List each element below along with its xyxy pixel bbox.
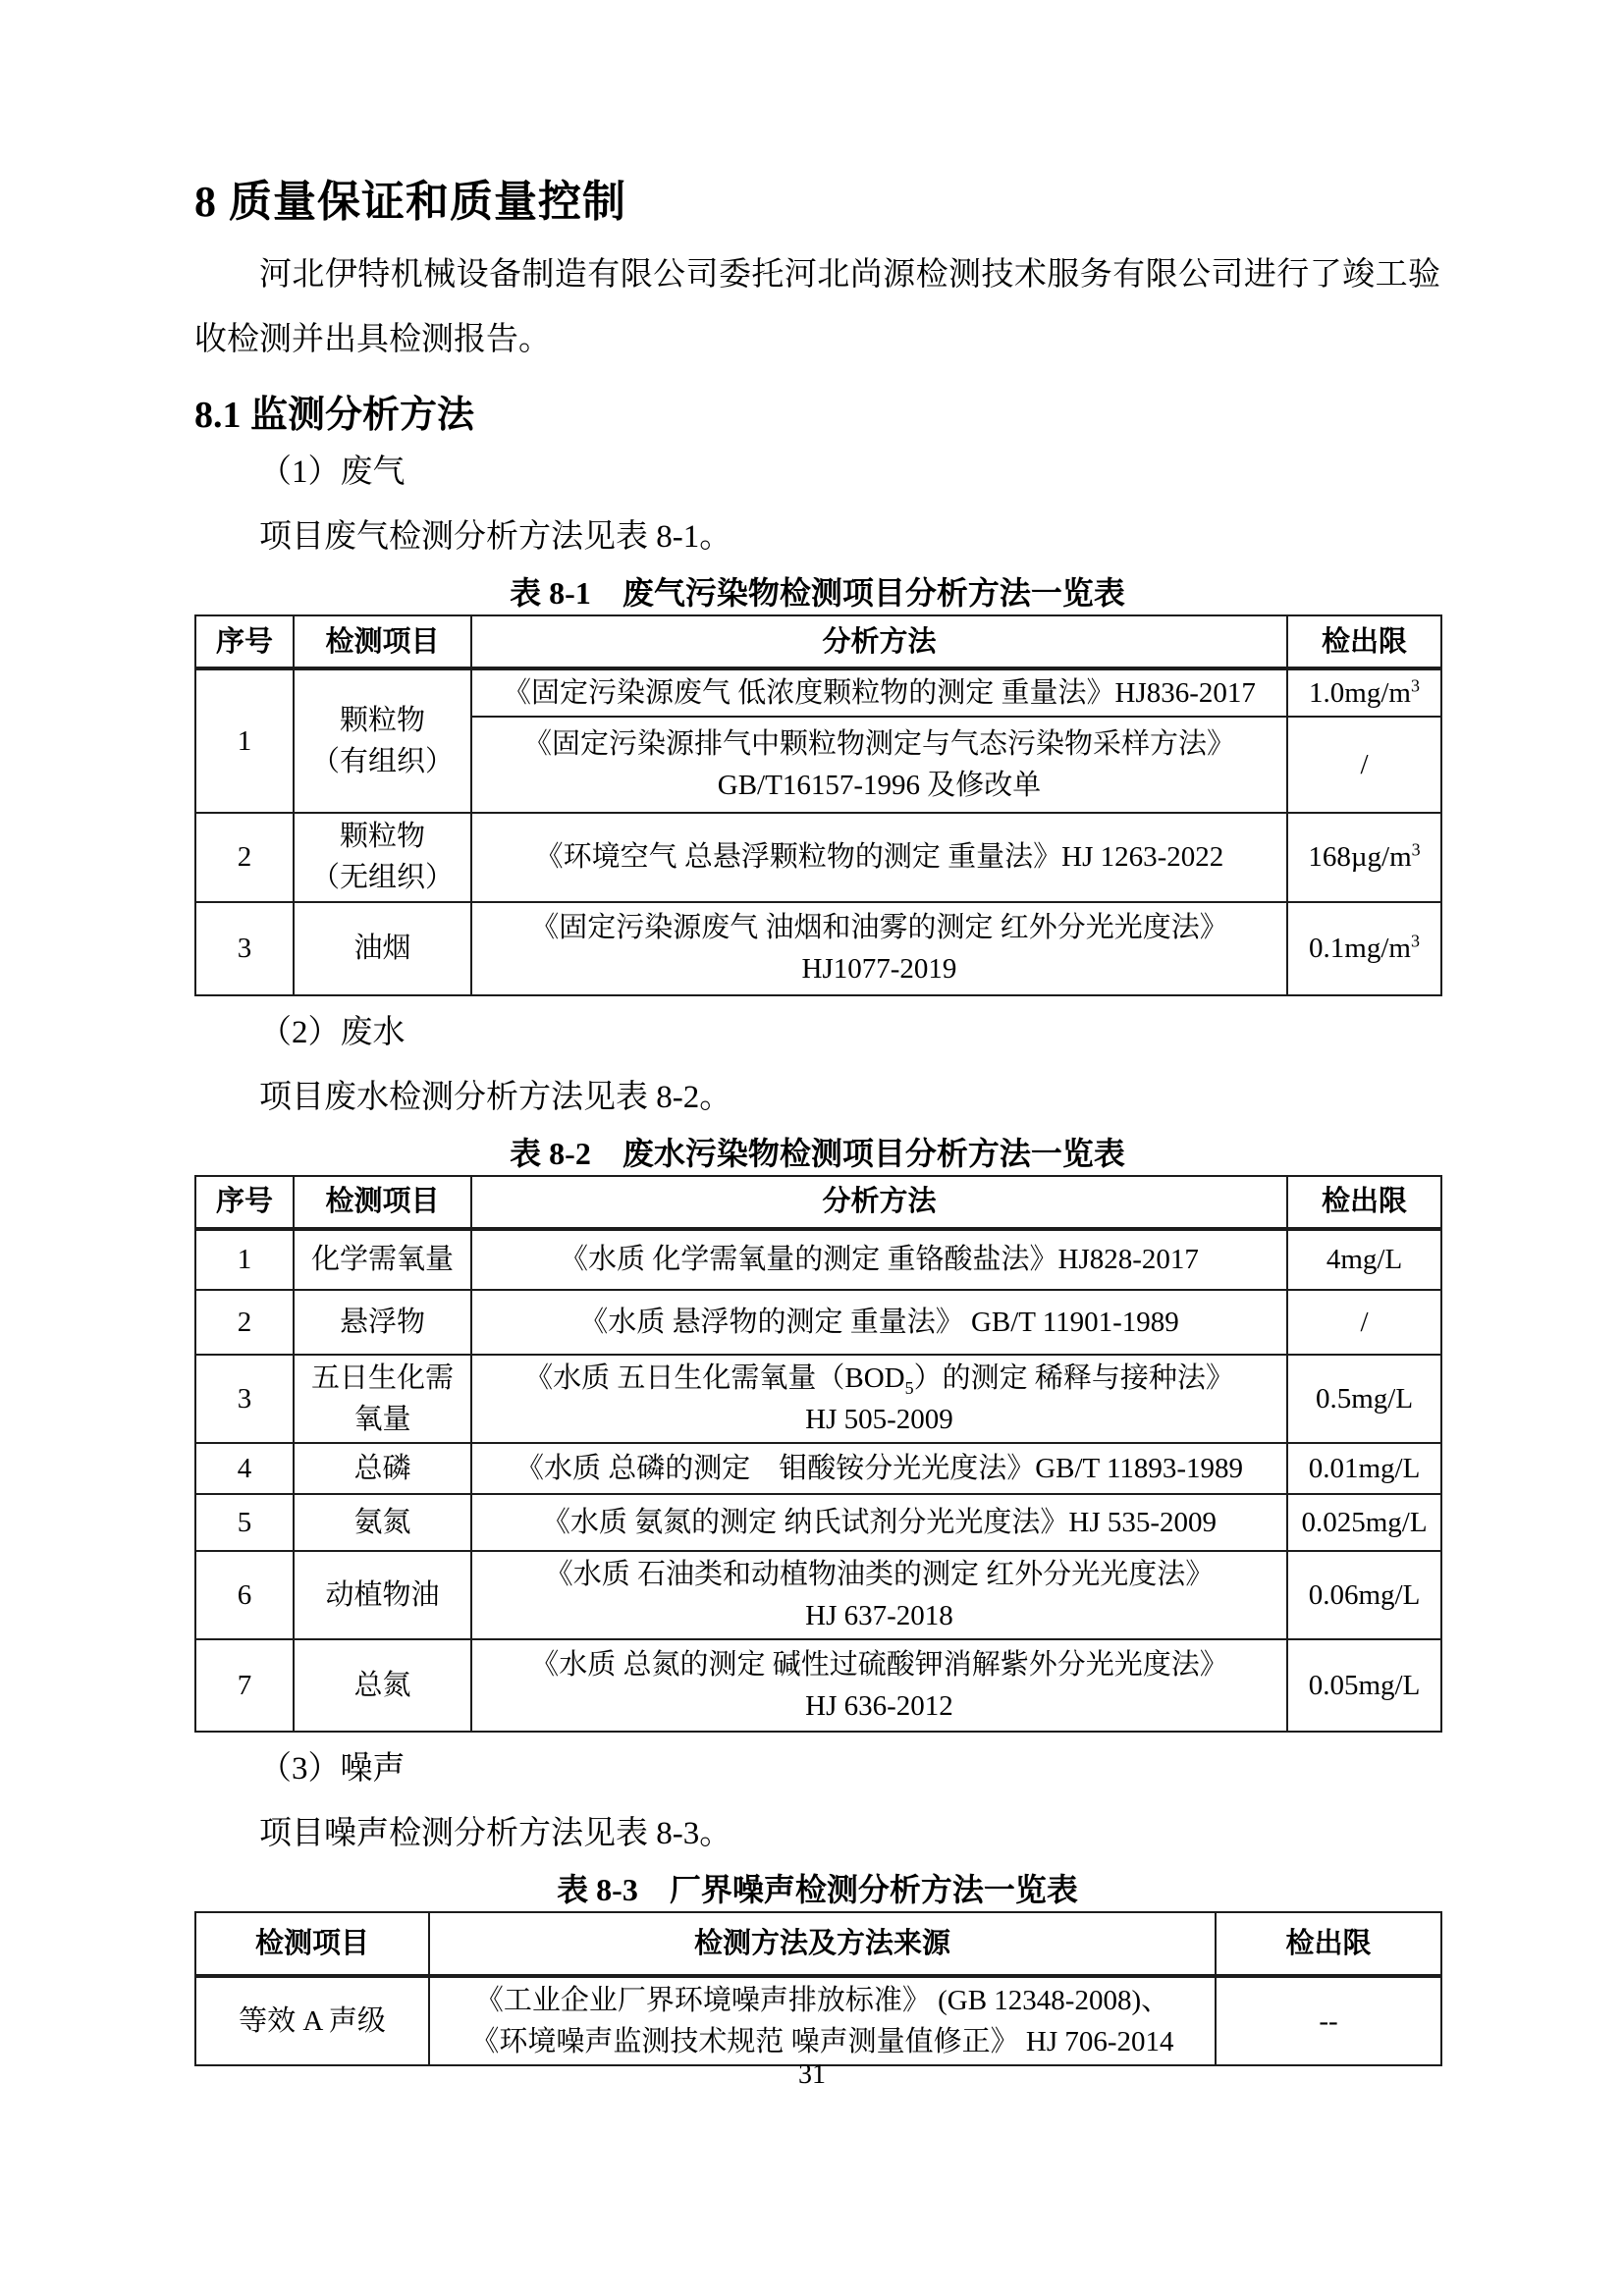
subsection-label-gas: （1）废气 — [259, 454, 406, 491]
cell-method: 《水质 氨氮的测定 纳氏试剂分光光度法》HJ 535-2009 — [471, 1494, 1287, 1551]
cell-method: 《环境空气 总悬浮颗粒物的测定 重量法》HJ 1263-2022 — [471, 813, 1287, 901]
cell-seq: 6 — [195, 1551, 294, 1639]
table-row — [195, 1976, 1441, 2065]
cell-limit: / — [1287, 1290, 1441, 1355]
cell-item — [294, 668, 471, 813]
cell-method-line1: 《水质 总氮的测定 碱性过硫酸钾消解紫外分光光度法》 — [530, 1648, 1228, 1681]
cell-method — [471, 1551, 1287, 1639]
table-row — [195, 668, 1441, 717]
cell-item-line1: 颗粒物 — [339, 821, 425, 853]
cell-method-line2: HJ 637-2018 — [805, 1599, 953, 1631]
subsection-label-water: （2）废水 — [259, 1014, 406, 1050]
method-subscript: 5 — [904, 1377, 914, 1398]
table-row — [195, 1355, 1441, 1443]
cell-method — [429, 1976, 1216, 2065]
page-number: 31 — [798, 2059, 826, 2090]
cell-item — [294, 813, 471, 901]
cell-limit: -- — [1216, 1976, 1441, 2065]
cell-seq: 2 — [195, 813, 294, 901]
table-8-1 — [194, 614, 1442, 995]
cell-method-line2: GB/T16157-1996 及修改单 — [717, 770, 1042, 802]
limit-value: 0.1mg/m — [1309, 933, 1411, 964]
cell-seq: 4 — [195, 1443, 294, 1494]
cell-item: 五日生化需氧量 — [294, 1355, 471, 1443]
cell-method: 《水质 总磷的测定 钼酸铵分光光度法》GB/T 11893-1989 — [471, 1443, 1287, 1494]
header-cell-item: 检测项目 — [195, 1912, 429, 1976]
table-row — [195, 1551, 1441, 1639]
header-cell-method: 分析方法 — [471, 1176, 1287, 1229]
cell-item: 等效 A 声级 — [195, 1976, 429, 2065]
table-row — [195, 1912, 1441, 1976]
cell-limit — [1287, 902, 1441, 995]
cell-item: 化学需氧量 — [294, 1229, 471, 1290]
subsection-ref-water: 项目废水检测分析方法见表 8-2。 — [259, 1079, 732, 1115]
table-row — [195, 1290, 1441, 1355]
cell-seq: 1 — [195, 1229, 294, 1290]
cell-method — [471, 902, 1287, 995]
header-cell-item: 检测项目 — [294, 615, 471, 668]
limit-value: 168µg/m — [1308, 841, 1412, 874]
cell-method-line2: 《环境噪声监测技术规范 噪声测量值修正》 HJ 706-2014 — [470, 2025, 1174, 2057]
cell-limit — [1287, 668, 1441, 717]
cell-item-line2: （有组织） — [310, 746, 454, 778]
header-cell-limit: 检出限 — [1287, 1176, 1441, 1229]
table-row — [195, 1639, 1441, 1732]
limit-superscript: 3 — [1410, 931, 1420, 951]
subsection-ref-noise: 项目噪声检测分析方法见表 8-3。 — [259, 1815, 732, 1851]
intro-paragraph: 河北伊特机械设备制造有限公司委托河北尚源检测技术服务有限公司进行了竣工验收检测并出具检测报告。 — [194, 257, 1440, 357]
header-cell-seq: 序号 — [195, 615, 294, 668]
cell-seq: 3 — [195, 902, 294, 995]
method-text: ）的测定 稀释与接种法》 — [913, 1362, 1234, 1394]
cell-limit: 0.5mg/L — [1287, 1355, 1441, 1443]
cell-item: 悬浮物 — [294, 1290, 471, 1355]
table-row — [195, 615, 1441, 668]
table-row — [195, 1494, 1441, 1551]
cell-seq: 3 — [195, 1355, 294, 1443]
cell-method-line1: 《工业企业厂界环境噪声排放标准》 (GB 12348-2008)、 — [474, 1984, 1170, 2016]
cell-method-line2: HJ 636-2012 — [805, 1689, 953, 1722]
cell-item: 总磷 — [294, 1443, 471, 1494]
table-8-3-title: 表 8-3 厂界噪声检测分析方法一览表 — [557, 1871, 1078, 1907]
table-row — [195, 1229, 1441, 1290]
cell-method-line2: HJ1077-2019 — [801, 953, 957, 986]
header-cell-limit: 检出限 — [1287, 615, 1441, 668]
cell-seq: 5 — [195, 1494, 294, 1551]
cell-method-line1: 《固定污染源废气 油烟和油雾的测定 红外分光光度法》 — [530, 911, 1228, 943]
cell-method: 《固定污染源废气 低浓度颗粒物的测定 重量法》HJ836-2017 — [471, 668, 1287, 717]
table-8-2-title: 表 8-2 废水污染物检测项目分析方法一览表 — [510, 1135, 1125, 1171]
table-row — [195, 1176, 1441, 1229]
cell-limit: 0.01mg/L — [1287, 1443, 1441, 1494]
table-row — [195, 1443, 1441, 1494]
method-text: 《水质 五日生化需氧量（BOD — [524, 1362, 905, 1394]
limit-superscript: 3 — [1411, 839, 1421, 860]
cell-limit: 0.06mg/L — [1287, 1551, 1441, 1639]
page-content — [194, 0, 1440, 2066]
cell-limit: 0.025mg/L — [1287, 1494, 1441, 1551]
cell-method — [471, 717, 1287, 813]
table-row — [195, 902, 1441, 995]
table-8-3 — [194, 1911, 1442, 2066]
cell-seq: 7 — [195, 1639, 294, 1732]
cell-method-line1 — [480, 1358, 1278, 1399]
cell-method-line2: HJ 505-2009 — [805, 1403, 953, 1435]
header-cell-seq: 序号 — [195, 1176, 294, 1229]
cell-item: 油烟 — [294, 902, 471, 995]
cell-item: 氨氮 — [294, 1494, 471, 1551]
subsection-ref-gas: 项目废气检测分析方法见表 8-1。 — [259, 519, 732, 556]
cell-limit: 0.05mg/L — [1287, 1639, 1441, 1732]
limit-superscript: 3 — [1410, 675, 1420, 696]
cell-limit: 4mg/L — [1287, 1229, 1441, 1290]
header-cell-limit: 检出限 — [1216, 1912, 1441, 1976]
cell-method: 《水质 化学需氧量的测定 重铬酸盐法》HJ828-2017 — [471, 1229, 1287, 1290]
table-8-1-title: 表 8-1 废气污染物检测项目分析方法一览表 — [510, 575, 1125, 612]
cell-seq: 2 — [195, 1290, 294, 1355]
section-heading: 8.1 监测分析方法 — [194, 395, 475, 436]
cell-method — [471, 1639, 1287, 1732]
header-cell-method: 分析方法 — [471, 615, 1287, 668]
header-cell-item: 检测项目 — [294, 1176, 471, 1229]
cell-seq: 1 — [195, 668, 294, 813]
limit-value: 1.0mg/m — [1309, 677, 1411, 710]
cell-limit: / — [1287, 717, 1441, 813]
cell-item: 动植物油 — [294, 1551, 471, 1639]
cell-method-line1: 《水质 石油类和动植物油类的测定 红外分光光度法》 — [544, 1558, 1215, 1590]
table-row — [195, 813, 1441, 901]
subsection-label-noise: （3）噪声 — [259, 1750, 406, 1787]
cell-item: 总氮 — [294, 1639, 471, 1732]
chapter-heading: 8 质量保证和质量控制 — [194, 178, 626, 226]
cell-method: 《水质 悬浮物的测定 重量法》 GB/T 11901-1989 — [471, 1290, 1287, 1355]
cell-item-line2: （无组织） — [310, 862, 454, 894]
header-cell-method: 检测方法及方法来源 — [429, 1912, 1216, 1976]
cell-method — [471, 1355, 1287, 1443]
cell-method-line1: 《固定污染源排气中颗粒物测定与气态污染物采样方法》 — [522, 728, 1235, 761]
cell-item-line1: 颗粒物 — [339, 705, 425, 737]
table-8-2 — [194, 1175, 1442, 1733]
cell-limit — [1287, 813, 1441, 901]
